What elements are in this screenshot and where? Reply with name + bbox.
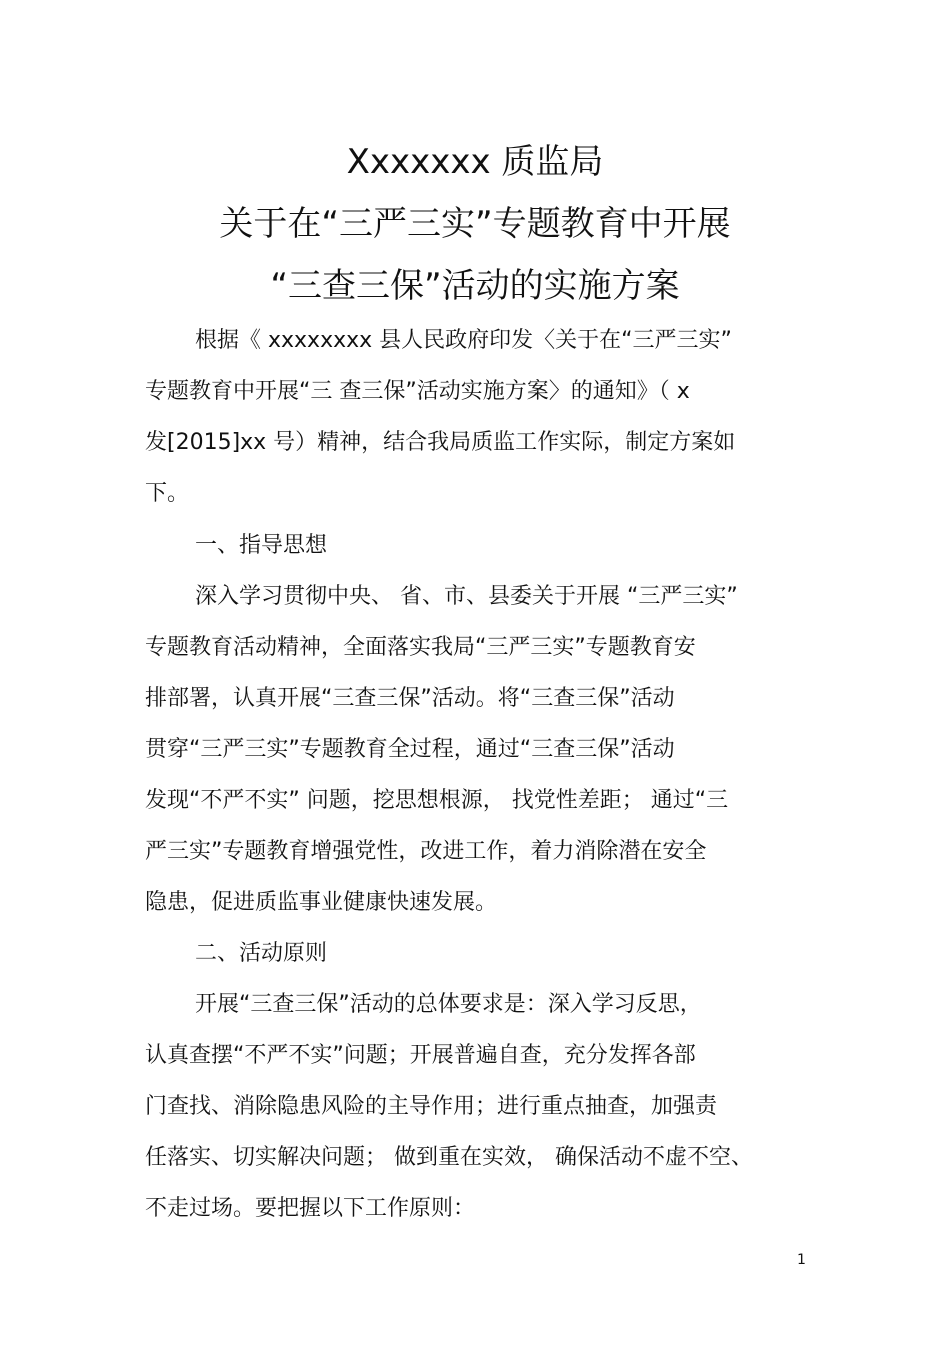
paragraph-line: 深入学习贯彻中央、 省、市、县委关于开展 “三严三实” — [195, 584, 738, 609]
doc-title-line-2: 关于在“三严三实”专题教育中开展 — [219, 204, 731, 244]
paragraph-line: 贯穿“三严三实”专题教育全过程，通过“三查三保”活动 — [145, 737, 675, 762]
section-heading: 二、活动原则 — [195, 941, 328, 966]
paragraph-line: 认真查摆“不严不实”问题；开展普遍自查，充分发挥各部 — [145, 1043, 696, 1068]
paragraph-line: 发[2015]xx 号）精神，结合我局质监工作实际，制定方案如 — [145, 430, 736, 455]
paragraph-line: 开展“三查三保”活动的总体要求是：深入学习反思， — [195, 992, 702, 1017]
paragraph-line: 根据《 xxxxxxxx 县人民政府印发〈关于在“三严三实” — [195, 328, 732, 353]
paragraph-line: 隐患，促进质监事业健康快速发展。 — [145, 890, 498, 915]
paragraph-line: 下。 — [145, 481, 190, 506]
section-heading: 一、指导思想 — [195, 533, 328, 558]
paragraph-line: 严三实”专题教育增强党性，改进工作，着力消除潜在安全 — [145, 839, 707, 864]
doc-title-line-1: Xxxxxxx 质监局 — [346, 142, 604, 182]
paragraph-line: 专题教育中开展“三 查三保”活动实施方案〉的通知》（ x — [145, 379, 690, 404]
paragraph-line: 不走过场。要把握以下工作原则： — [145, 1196, 476, 1221]
paragraph-line: 发现“不严不实” 问题，挖思想根源， 找党性差距； 通过“三 — [145, 788, 729, 813]
paragraph-line: 专题教育活动精神，全面落实我局“三严三实”专题教育安 — [145, 635, 696, 660]
paragraph-line: 排部署，认真开展“三查三保”活动。将“三查三保”活动 — [145, 686, 675, 711]
doc-title-line-3: “三查三保”活动的实施方案 — [270, 266, 680, 306]
page-number: 1 — [797, 1252, 806, 1268]
paragraph-line: 任落实、切实解决问题； 做到重在实效， 确保活动不虚不空、 — [145, 1145, 753, 1170]
paragraph-line: 门查找、消除隐患风险的主导作用；进行重点抽查，加强责 — [145, 1094, 718, 1119]
